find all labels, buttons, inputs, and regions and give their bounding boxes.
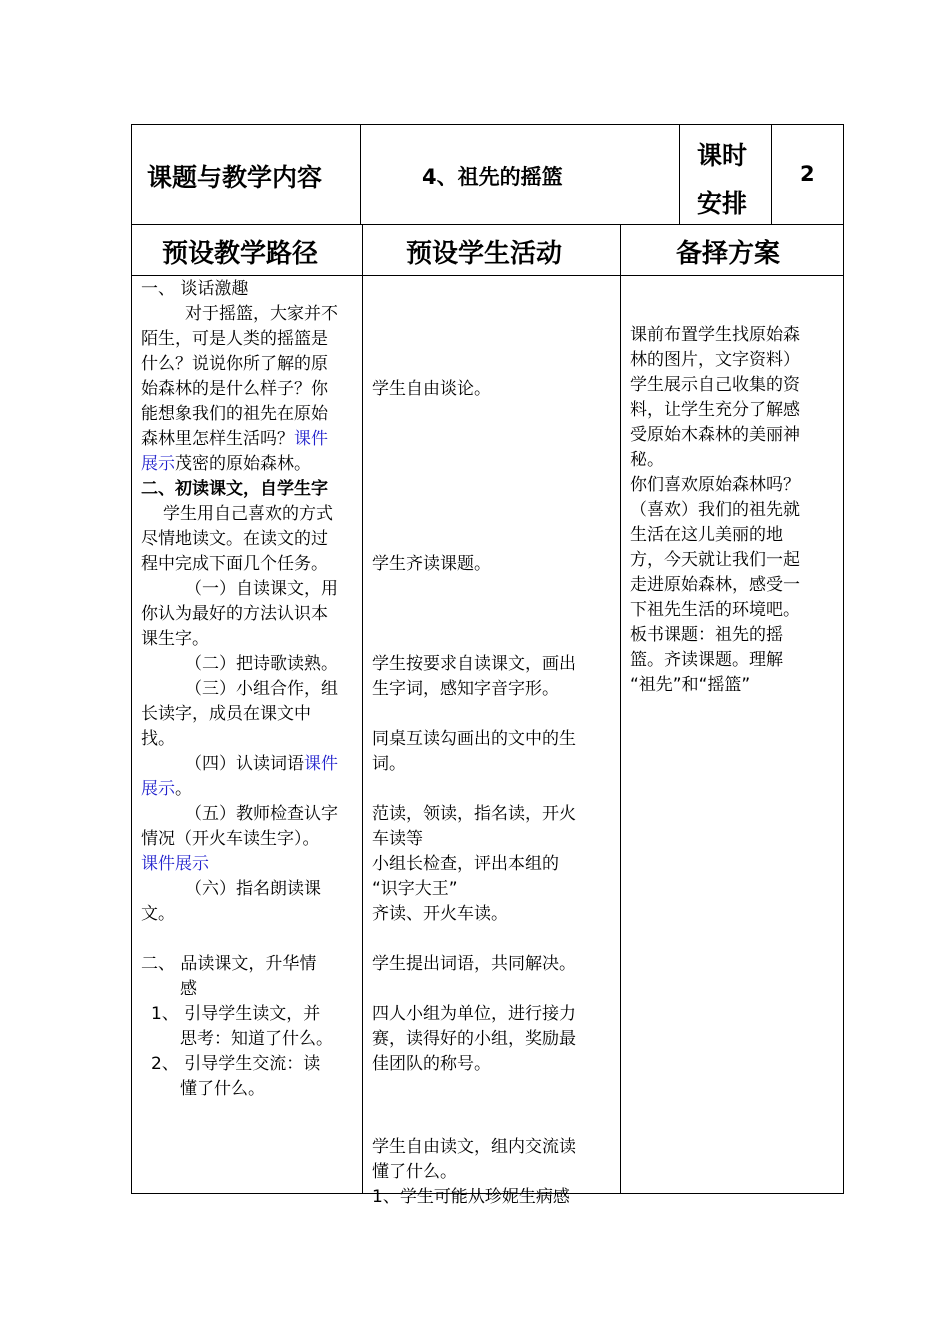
- column-header-alternative: 备择方案: [676, 239, 781, 269]
- alternative-line: 学生展示自己收集的资: [630, 375, 800, 395]
- blank-line: [372, 1102, 617, 1127]
- path-text: 茂密的原始森林。: [175, 454, 311, 474]
- blank-line: [372, 327, 617, 352]
- alternative-line: 料，让学生充分了解感: [630, 400, 800, 420]
- courseware-link[interactable]: 课件: [304, 754, 338, 774]
- path-line: [141, 427, 356, 452]
- activity-line: 学生按要求自读课文，画出: [372, 654, 576, 674]
- blank-line: [372, 352, 617, 377]
- blank-line: [372, 277, 617, 302]
- activity-line: 学生自由读文，组内交流读: [372, 1137, 576, 1157]
- table-border-row2: [131, 275, 844, 276]
- hours-value: 2: [800, 162, 815, 186]
- activity-line: “识字大王”: [372, 879, 458, 899]
- path-line: 找。: [141, 729, 175, 749]
- blank-line: [372, 627, 617, 652]
- blank-line: [372, 427, 617, 452]
- column-header-activity: 预设学生活动: [406, 239, 563, 269]
- activity-line: 佳团队的称号。: [372, 1054, 491, 1074]
- blank-line: [372, 602, 617, 627]
- alternative-line: 走进原始森林，感受一: [630, 575, 800, 595]
- blank-line: [372, 577, 617, 602]
- blank-line: [372, 452, 617, 477]
- section-heading: 二、初读课文，自学生字: [141, 479, 328, 499]
- section-heading: 二、 品读课文，升华情: [141, 954, 317, 974]
- path-line: （二）把诗歌读熟。: [185, 654, 338, 674]
- path-line: 你认为最好的方法认识本: [141, 604, 328, 624]
- table-border-row1: [131, 224, 844, 225]
- hours-label-line1: 课时: [697, 141, 748, 170]
- activity-line: 学生自由谈论。: [372, 379, 491, 399]
- hours-label-line2: 安排: [697, 189, 748, 218]
- path-line: 长读字，成员在课文中: [141, 704, 311, 724]
- alternative-line: “祖先”和“摇篮”: [630, 675, 751, 695]
- activity-line: 生字词，感知字音字形。: [372, 679, 559, 699]
- path-line: （五）教师检查认字: [185, 804, 338, 824]
- blank-line: [372, 927, 617, 952]
- path-line: [141, 752, 356, 777]
- activity-line: 词。: [372, 754, 406, 774]
- alternative-line: 生活在这儿美丽的地: [630, 525, 783, 545]
- header-divider-2: [679, 124, 680, 225]
- activity-line: 齐读、开火车读。: [372, 904, 508, 924]
- path-line: 程中完成下面几个任务。: [141, 554, 328, 574]
- blank-line: [372, 1077, 617, 1102]
- path-line: [141, 777, 356, 802]
- path-line: 学生用自己喜欢的方式: [163, 504, 333, 524]
- alternative-line: 板书课题：祖先的摇: [630, 625, 783, 645]
- activity-line: 学生提出词语，共同解决。: [372, 954, 576, 974]
- alternative-line: 篮。齐读课题。理解: [630, 650, 783, 670]
- alternative-column: [630, 323, 840, 698]
- blank-line: [372, 477, 617, 502]
- path-text: 森林里怎样生活吗？: [141, 429, 294, 449]
- path-line: 什么？说说你所了解的原: [141, 354, 328, 374]
- blank-line: [372, 977, 617, 1002]
- alternative-line: 课前布置学生找原始森: [630, 325, 800, 345]
- path-line: （一）自读课文，用: [185, 579, 338, 599]
- activity-line: 小组长检查，评出本组的: [372, 854, 559, 874]
- path-line: 思考：知道了什么。: [180, 1029, 333, 1049]
- blank-line: [372, 302, 617, 327]
- path-text: 。: [175, 779, 192, 799]
- path-line: 对于摇篮，大家并不: [185, 304, 338, 324]
- courseware-link[interactable]: 课件展示: [141, 854, 209, 874]
- alternative-line: 你们喜欢原始森林吗？: [630, 475, 800, 495]
- lesson-title: 4、祖先的摇篮: [422, 165, 563, 189]
- activity-line: 车读等: [372, 829, 423, 849]
- header-divider-1: [360, 124, 361, 225]
- alternative-line: （喜欢）我们的祖先就: [630, 500, 800, 520]
- activity-line: 赛，读得好的小组，奖励最: [372, 1029, 576, 1049]
- path-line: 能想象我们的祖先在原始: [141, 404, 328, 424]
- table-border-right: [843, 124, 844, 1194]
- path-line: 课生字。: [141, 629, 209, 649]
- activity-line: 1、学生可能从珍妮生病感: [372, 1187, 570, 1207]
- path-line: 1、 引导学生读文，并: [151, 1004, 321, 1024]
- path-line: （三）小组合作，组: [185, 679, 338, 699]
- path-text: （四）认读词语: [185, 754, 304, 774]
- blank-line: [141, 927, 356, 952]
- path-line: 始森林的是什么样子？你: [141, 379, 328, 399]
- path-line: 情况（开火车读生字）。: [141, 829, 320, 849]
- activity-line: 范读，领读，指名读，开火: [372, 804, 576, 824]
- path-line: 尽情地读文。在读文的过: [141, 529, 328, 549]
- table-border-left: [131, 124, 132, 1194]
- path-line: 感: [180, 979, 197, 999]
- alternative-line: 下祖先生活的环境吧。: [630, 600, 800, 620]
- body-divider-2: [620, 224, 621, 1194]
- blank-line: [372, 527, 617, 552]
- blank-line: [372, 702, 617, 727]
- alternative-line: 方，今天就让我们一起: [630, 550, 800, 570]
- alternative-line: 受原始木森林的美丽神: [630, 425, 800, 445]
- path-line: 一、 谈话激趣: [141, 279, 249, 299]
- activity-line: 同桌互读勾画出的文中的生: [372, 729, 576, 749]
- courseware-link[interactable]: 展示: [141, 779, 175, 799]
- body-divider-1: [362, 224, 363, 1194]
- path-line: 懂了什么。: [180, 1079, 265, 1099]
- subject-label: 课题与教学内容: [147, 163, 323, 192]
- table-border-top: [131, 124, 844, 125]
- activity-line: 懂了什么。: [372, 1162, 457, 1182]
- blank-line: [372, 502, 617, 527]
- blank-line: [372, 402, 617, 427]
- courseware-link[interactable]: 展示: [141, 454, 175, 474]
- path-line: 陌生，可是人类的摇篮是: [141, 329, 328, 349]
- alternative-line: 林的图片，文字资料）: [630, 350, 800, 370]
- header-divider-3: [771, 124, 772, 225]
- path-line: （六）指名朗读课: [185, 879, 321, 899]
- path-line: 2、 引导学生交流：读: [151, 1054, 321, 1074]
- path-column: [141, 277, 356, 1102]
- path-line: [141, 452, 356, 477]
- activity-line: 四人小组为单位，进行接力: [372, 1004, 576, 1024]
- activity-column: [372, 277, 617, 1210]
- activity-line: 学生齐读课题。: [372, 554, 491, 574]
- path-line: 文。: [141, 904, 175, 924]
- courseware-link[interactable]: 课件: [294, 429, 328, 449]
- blank-line: [372, 777, 617, 802]
- alternative-line: 秘。: [630, 450, 664, 470]
- column-header-path: 预设教学路径: [162, 239, 319, 269]
